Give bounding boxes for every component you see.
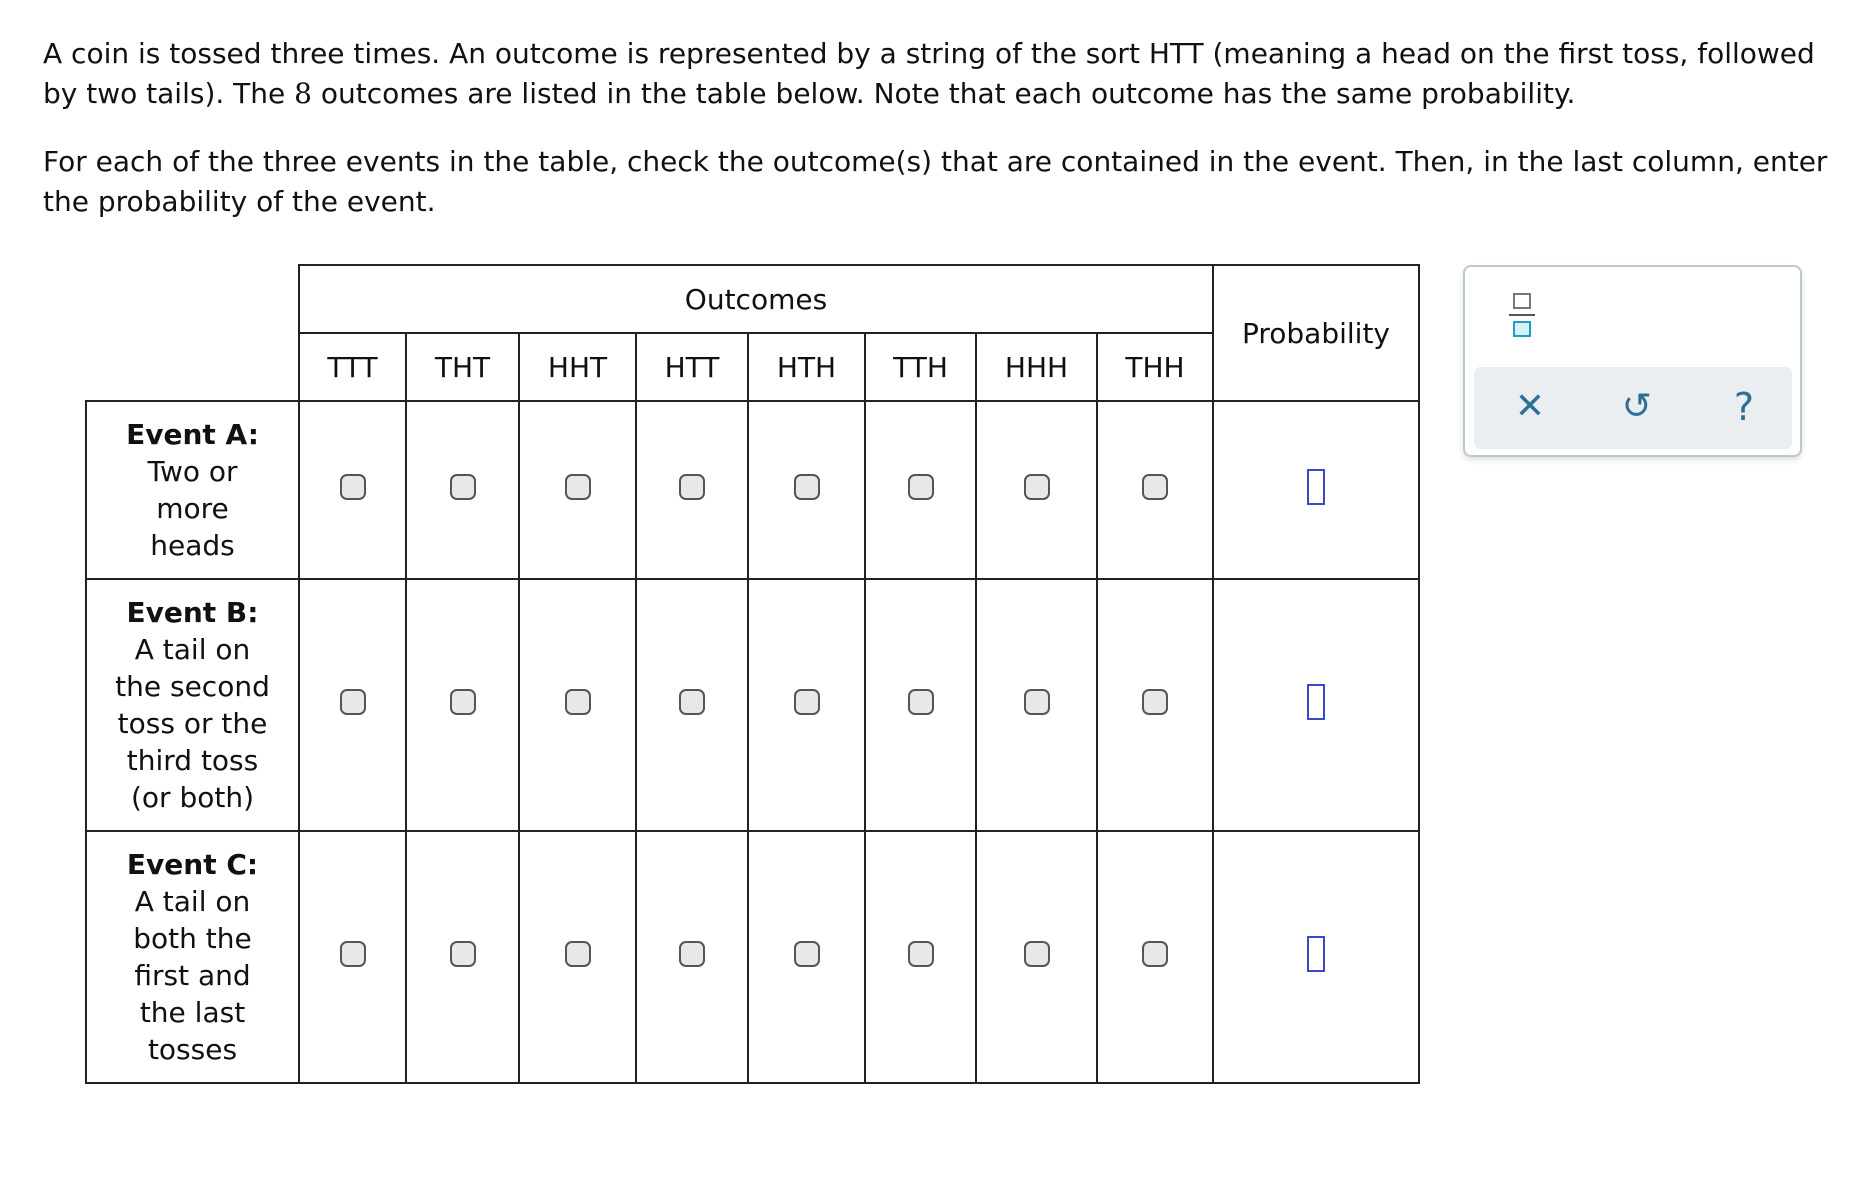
event-description-line: (or both) bbox=[130, 781, 255, 814]
outcome-cell bbox=[976, 579, 1097, 831]
outcome-cell bbox=[519, 401, 636, 579]
outcome-checkbox-tth[interactable] bbox=[908, 941, 934, 967]
outcome-header-hht: HHT bbox=[519, 333, 636, 401]
outcome-header-hhh: HHH bbox=[976, 333, 1097, 401]
probability-input[interactable] bbox=[1307, 469, 1325, 505]
outcome-cell bbox=[976, 401, 1097, 579]
outcome-cell bbox=[1097, 401, 1213, 579]
outcome-cell bbox=[636, 401, 748, 579]
undo-icon[interactable]: ↺ bbox=[1621, 386, 1653, 427]
outcome-cell bbox=[865, 579, 976, 831]
outcomes-table bbox=[85, 264, 1420, 1084]
outcome-checkbox-ttt[interactable] bbox=[340, 941, 366, 967]
outcome-cell bbox=[748, 579, 865, 831]
outcome-checkbox-hth[interactable] bbox=[794, 689, 820, 715]
outcome-cell bbox=[406, 579, 519, 831]
table-row bbox=[86, 401, 1419, 579]
event-description-line: A tail on bbox=[134, 633, 251, 666]
event-description-line: the second bbox=[115, 670, 270, 703]
outcome-checkbox-htt[interactable] bbox=[679, 689, 705, 715]
outcome-header-thh: THH bbox=[1097, 333, 1213, 401]
event-rows bbox=[86, 401, 1419, 1083]
outcome-checkbox-thh[interactable] bbox=[1142, 941, 1168, 967]
answer-toolbox bbox=[1463, 265, 1802, 457]
outcome-cell bbox=[299, 401, 406, 579]
outcome-header-tth: TTH bbox=[865, 333, 976, 401]
probability-cell bbox=[1213, 401, 1419, 579]
outcome-cell bbox=[748, 401, 865, 579]
help-icon[interactable]: ? bbox=[1733, 385, 1755, 429]
instructions bbox=[43, 34, 1843, 222]
event-description-line: toss or the bbox=[117, 707, 268, 740]
probability-header: Probability bbox=[1213, 265, 1419, 401]
event-description-line: more bbox=[156, 492, 229, 525]
outcome-count: 8 bbox=[294, 77, 312, 110]
outcomes-header: Outcomes bbox=[299, 265, 1213, 333]
event-description-line: heads bbox=[150, 529, 235, 562]
outcome-checkbox-thh[interactable] bbox=[1142, 689, 1168, 715]
outcome-cell bbox=[406, 401, 519, 579]
probability-input[interactable] bbox=[1307, 936, 1325, 972]
outcome-cell bbox=[1097, 579, 1213, 831]
outcome-header-hth: HTH bbox=[748, 333, 865, 401]
probability-input[interactable] bbox=[1307, 684, 1325, 720]
outcome-checkbox-ttt[interactable] bbox=[340, 474, 366, 500]
outcome-cell bbox=[865, 831, 976, 1083]
close-icon[interactable]: ✕ bbox=[1514, 386, 1546, 427]
table-row bbox=[86, 579, 1419, 831]
instructions-text-1a: A coin is tossed three times. An outcome is represented by a string of the sort HTT (meaning a head on the first toss, followed by two tails). The bbox=[43, 37, 1815, 110]
event-description-line: the last bbox=[139, 996, 246, 1029]
outcome-checkbox-hth[interactable] bbox=[794, 941, 820, 967]
outcome-checkbox-thh[interactable] bbox=[1142, 474, 1168, 500]
event-label bbox=[86, 579, 299, 831]
table-row bbox=[86, 831, 1419, 1083]
outcome-checkbox-tht[interactable] bbox=[450, 941, 476, 967]
outcome-checkbox-hhh[interactable] bbox=[1024, 941, 1050, 967]
event-name: Event C: bbox=[126, 848, 259, 881]
outcome-checkbox-hht[interactable] bbox=[565, 474, 591, 500]
fraction-bar-icon bbox=[1509, 314, 1535, 316]
outcome-checkbox-tth[interactable] bbox=[908, 474, 934, 500]
outcome-header-htt: HTT bbox=[636, 333, 748, 401]
outcome-checkbox-tht[interactable] bbox=[450, 474, 476, 500]
fraction-numerator-icon bbox=[1513, 293, 1531, 309]
outcome-cell bbox=[1097, 831, 1213, 1083]
instructions-paragraph-1 bbox=[43, 34, 1843, 114]
event-name: Event B: bbox=[126, 596, 259, 629]
instructions-text-1b: outcomes are listed in the table below. Note that each outcome has the same probability. bbox=[311, 77, 1576, 110]
probability-cell bbox=[1213, 579, 1419, 831]
outcome-cell bbox=[865, 401, 976, 579]
event-description-line: both the bbox=[133, 922, 252, 955]
event-description-line: third toss bbox=[126, 744, 259, 777]
outcome-header-tht: THT bbox=[406, 333, 519, 401]
outcome-checkbox-tth[interactable] bbox=[908, 689, 934, 715]
outcome-checkbox-hth[interactable] bbox=[794, 474, 820, 500]
outcome-checkbox-ttt[interactable] bbox=[340, 689, 366, 715]
outcome-cell bbox=[748, 831, 865, 1083]
instructions-paragraph-2: For each of the three events in the table, check the outcome(s) that are contained in the event. Then, in the last column, enter the probability of the event. bbox=[43, 145, 1828, 218]
outcome-cell bbox=[519, 579, 636, 831]
outcome-checkbox-hht[interactable] bbox=[565, 689, 591, 715]
probability-cell bbox=[1213, 831, 1419, 1083]
fraction-denominator-icon bbox=[1513, 321, 1531, 337]
event-name: Event A: bbox=[126, 418, 259, 451]
event-description-line: A tail on bbox=[134, 885, 251, 918]
table-corner bbox=[86, 265, 299, 401]
event-label bbox=[86, 401, 299, 579]
outcome-checkbox-htt[interactable] bbox=[679, 941, 705, 967]
outcome-checkbox-hhh[interactable] bbox=[1024, 689, 1050, 715]
outcome-checkbox-hht[interactable] bbox=[565, 941, 591, 967]
event-description-line: Two or bbox=[147, 455, 238, 488]
outcome-cell bbox=[636, 579, 748, 831]
event-description-line: first and bbox=[134, 959, 251, 992]
outcome-checkbox-hhh[interactable] bbox=[1024, 474, 1050, 500]
outcome-checkbox-htt[interactable] bbox=[679, 474, 705, 500]
outcome-cell bbox=[299, 579, 406, 831]
outcome-cell bbox=[976, 831, 1097, 1083]
outcome-checkbox-tht[interactable] bbox=[450, 689, 476, 715]
toolbox-actions bbox=[1474, 367, 1792, 449]
outcome-header-ttt: TTT bbox=[299, 333, 406, 401]
event-description-line: tosses bbox=[147, 1033, 238, 1066]
outcome-cell bbox=[299, 831, 406, 1083]
outcome-cell bbox=[636, 831, 748, 1083]
outcome-cell bbox=[406, 831, 519, 1083]
fraction-icon[interactable] bbox=[1509, 291, 1535, 343]
event-label bbox=[86, 831, 299, 1083]
outcome-cell bbox=[519, 831, 636, 1083]
